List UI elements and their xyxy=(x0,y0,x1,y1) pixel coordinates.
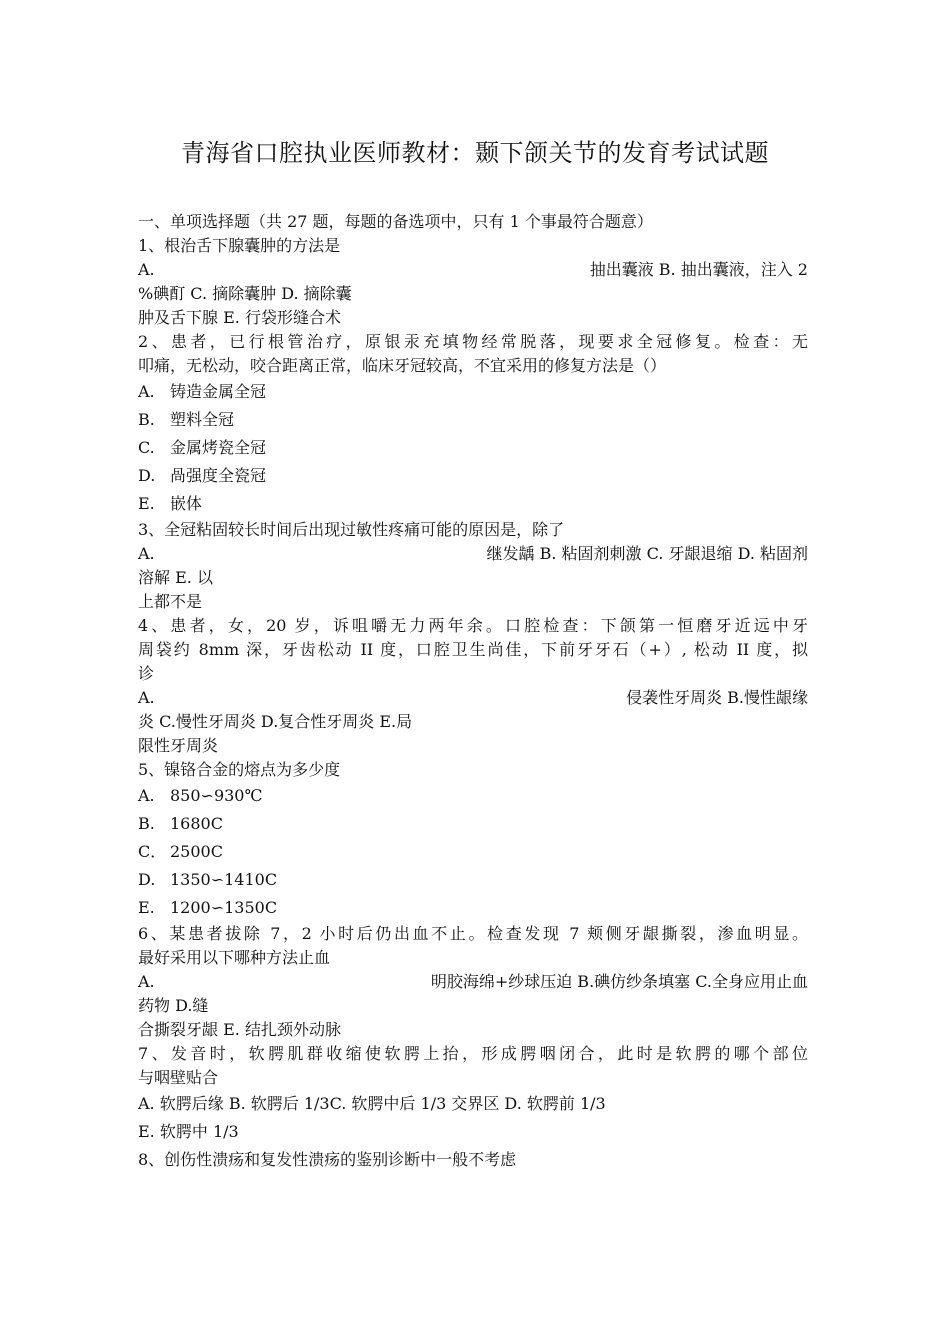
option-a-label: A. xyxy=(138,544,155,563)
question-8-stem: 8、创伤性溃疡和复发性溃疡的鉴别诊断中一般不考虑 xyxy=(138,1150,517,1169)
question-6-stem: 最好采用以下哪种方法止血 xyxy=(138,948,331,967)
question-5-option-a: A. 850∽930℃ xyxy=(138,786,263,805)
question-3-stem: 3、全冠粘固较长时间后出现过敏性疼痛可能的原因是，除了 xyxy=(138,520,565,539)
question-2-option-d: D. 咼强度全瓷冠 xyxy=(138,466,267,485)
question-5-option-d: D. 1350∽1410C xyxy=(138,870,278,889)
question-4-stem: 4、患者，女，20 岁，诉咀嚼无力两年余。口腔检查：下颌第一恒磨牙近远中牙 xyxy=(138,616,808,635)
question-6-stem: 6、某患者拔除 7，2 小时后仍出血不止。检查发现 7 颊侧牙龈撕裂，渗血明显。 xyxy=(138,924,808,943)
question-4-stem: 诊 xyxy=(138,664,155,683)
question-4-options-line xyxy=(138,686,808,710)
question-3-options-line: 上都不是 xyxy=(138,592,203,611)
question-5-stem: 5、镍铬合金的熔点为多少度 xyxy=(138,760,341,779)
question-1-options-line: %碘酊 C. 摘除囊肿 D. 摘除囊 xyxy=(138,284,352,303)
option-a-label: A. xyxy=(138,972,155,991)
question-2-option-c: C. 金属烤瓷全冠 xyxy=(138,438,267,457)
option-a-label: A. xyxy=(138,260,155,279)
question-1-options-line xyxy=(138,258,808,282)
question-2-option-a: A. 铸造金属全冠 xyxy=(138,382,267,401)
question-5-option-b: B. 1680C xyxy=(138,814,223,833)
question-5-option-e: E. 1200∽1350C xyxy=(138,898,278,917)
question-3-options-line: 溶解 E. 以 xyxy=(138,568,213,587)
question-7-options-line: E. 软腭中 1/3 xyxy=(138,1122,239,1141)
question-4-options-line: 炎 C.慢性牙周炎 D.复合性牙周炎 E.局 xyxy=(138,712,413,731)
question-1-stem: 1、根治舌下腺囊肿的方法是 xyxy=(138,236,341,255)
question-1-options-line: 肿及舌下腺 E. 行袋形缝合术 xyxy=(138,308,341,327)
question-4-options-line: 限性牙周炎 xyxy=(138,736,219,755)
section-header: 一、单项选择题（共 27 题，每题的备选项中，只有 1 个事最符合题意） xyxy=(138,212,653,231)
question-2-stem: 2、患者，已行根管治疗，原银汞充填物经常脱落，现要求全冠修复。检查：无 xyxy=(138,332,808,351)
option-a-label: A. xyxy=(138,688,155,707)
question-6-options-line: 药物 D.缝 xyxy=(138,996,209,1015)
document-body xyxy=(138,210,808,1174)
option-text: 侵袭性牙周炎 B.慢性龈缘 xyxy=(626,688,808,707)
option-text: 明胶海绵+纱球压迫 B.碘仿纱条填塞 C.全身应用止血 xyxy=(430,972,808,991)
option-text: 抽出囊液 B. 抽出囊液，注入 2 xyxy=(589,260,808,279)
question-7-stem: 7、发音时，软腭肌群收缩使软腭上抬，形成腭咽闭合，此时是软腭的哪个部位 xyxy=(138,1044,808,1063)
question-6-options-line xyxy=(138,970,808,994)
question-2-option-b: B. 塑料全冠 xyxy=(138,410,235,429)
question-3-options-line xyxy=(138,542,808,566)
question-2-option-e: E. 嵌体 xyxy=(138,494,203,513)
question-7-stem: 与咽壁贴合 xyxy=(138,1068,219,1087)
option-text: 继发龋 B. 粘固剂刺激 C. 牙龈退缩 D. 粘固剂 xyxy=(486,544,808,563)
question-6-options-line: 合撕裂牙龈 E. 结扎颈外动脉 xyxy=(138,1020,341,1039)
question-4-stem: 周袋约 8mm 深，牙齿松动 II 度，口腔卫生尚佳，下前牙牙石（+）, 松动 II 度，拟 xyxy=(138,640,808,659)
question-2-stem: 叩痛，无松动，咬合距离正常，临床牙冠较高，不宜采用的修复方法是（） xyxy=(138,356,667,375)
question-5-option-c: C． 2500C xyxy=(138,842,223,861)
document-title: 青海省口腔执业医师教材：颞下颌关节的发育考试试题 xyxy=(181,139,769,167)
question-7-options-line: A. 软腭后缘 B. 软腭后 1/3C. 软腭中后 1/3 交界区 D. 软腭前 1/3 xyxy=(138,1094,606,1113)
